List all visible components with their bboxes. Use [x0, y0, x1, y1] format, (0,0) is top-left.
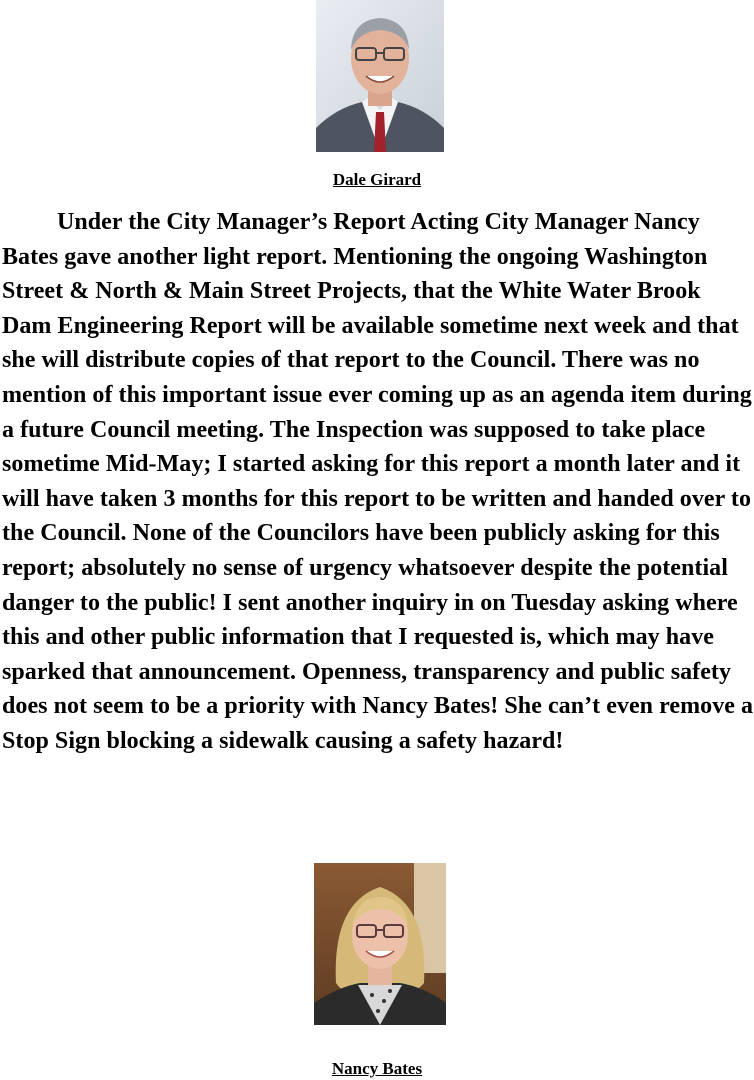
article-body: [2, 205, 754, 759]
nancy-bates-caption: Nancy Bates: [331, 1059, 423, 1078]
nancy-bates-photo: [314, 863, 446, 1025]
dale-girard-photo: [316, 0, 444, 152]
article-paragraph: Under the City Manager’s Report Acting City Manager Nancy Bates gave another light report. Mentioning the ongoing Washington Street & North & Main Street Projects, that the White Water Brook Dam Engineering Report will be available sometime next week and that she will distribute copies of that report to the Council. There was no mention of this important issue ever coming up as an agenda item during a future Council meeting. The Inspection was supposed to take place sometime Mid-May; I started asking for this report a month later and it will have taken 3 months for this report to be written and handed over to the Council. None of the Councilors have been publicly asking for this report; absolutely no sense of urgency whatsoever despite the potential danger to the public! I sent another inquiry in on Tuesday asking where this and other public information that I requested is, which may have sparked that announcement. Openness, transparency and public safety does not seem to be a priority with Nancy Bates! She can’t even remove a Stop Sign blocking a sidewalk causing a safety hazard!: [2, 209, 754, 754]
dale-girard-caption: Dale Girard: [332, 170, 422, 189]
